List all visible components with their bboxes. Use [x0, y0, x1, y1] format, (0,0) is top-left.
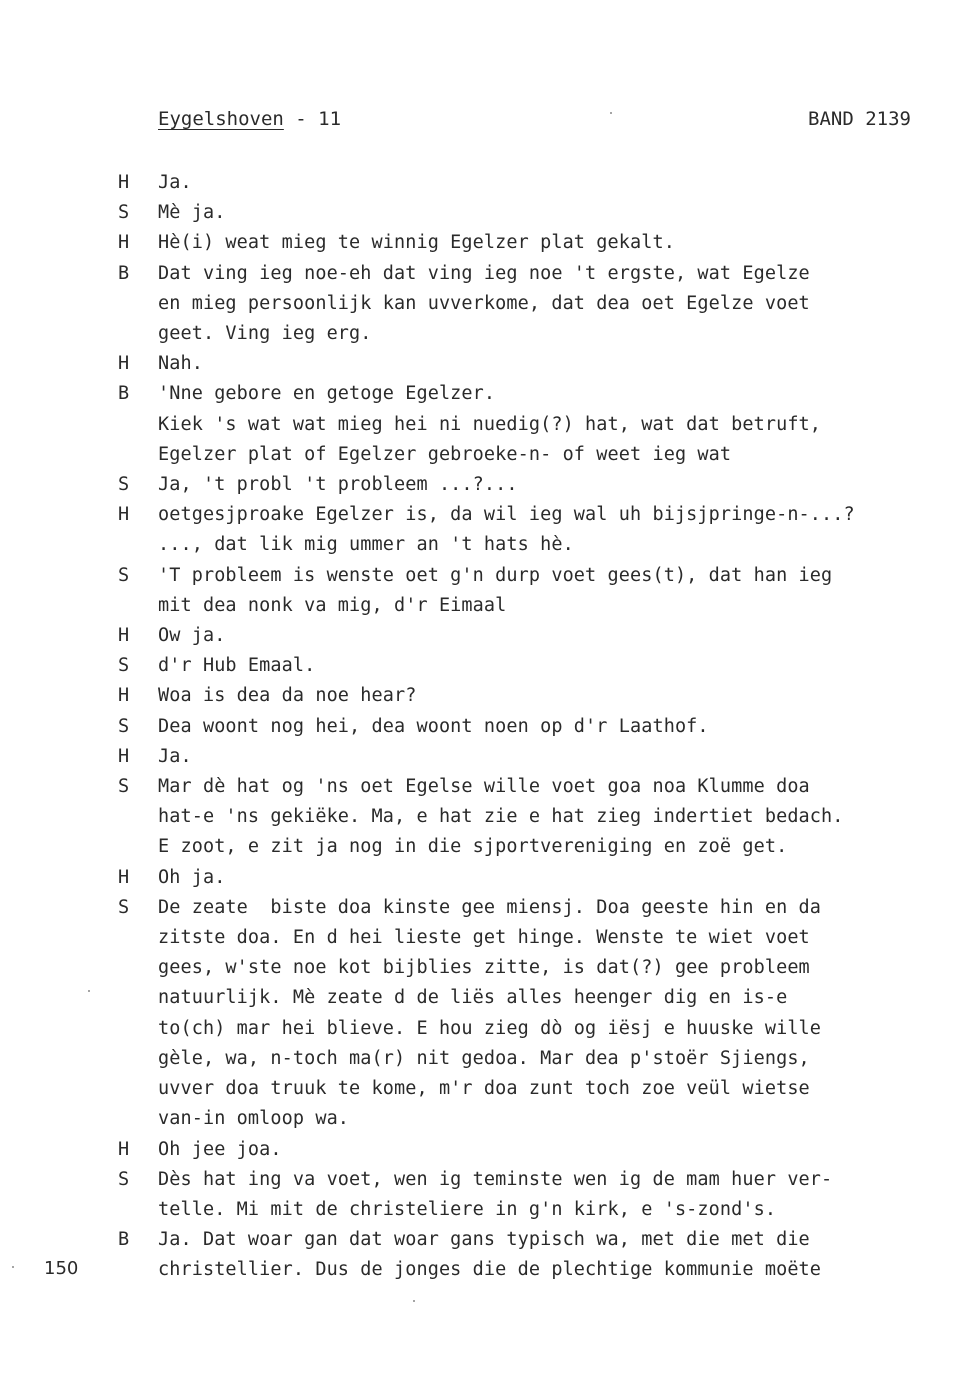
dialogue-turn [0, 1225, 973, 1285]
page-header [158, 108, 911, 134]
margin-line-number: 150 [44, 1258, 79, 1279]
utterance-line: gees, w'ste noe kot bijblies zitte, is dat(?) gee probleem [158, 957, 810, 979]
utterance-line: Dat ving ieg noe-eh dat ving ieg noe 't ergste, wat Egelze [158, 262, 810, 284]
speaker-label: S [118, 776, 130, 798]
utterance-line: 'Nne gebore en getoge Egelzer. [158, 383, 496, 405]
utterance-line: Dea woont nog hei, dea woont noen op d'r Laathof. [158, 715, 709, 737]
speaker-label: S [118, 474, 130, 496]
utterance-line: Dès hat ing va voet, wen ig teminste wen ig de mam huer ver- [158, 1168, 833, 1190]
speaker-label: H [118, 172, 130, 193]
utterance-line: christellier. Dus de jonges die de plechtige kommunie moëte [158, 1259, 822, 1281]
utterance-line: Oh ja. [158, 866, 226, 888]
scan-speck [610, 112, 612, 114]
utterance-line: uvver doa truuk te kome, m'r doa zunt toch zoe veül wietse [158, 1078, 810, 1100]
header-left [158, 108, 341, 130]
dialogue-turn [0, 168, 973, 198]
speaker-label: H [118, 866, 130, 888]
utterance-line: Nah. [158, 353, 203, 375]
utterance-line: Hè(i) weat mieg te winnig Egelzer plat gekalt. [158, 232, 675, 254]
band-label: BAND 2139 [808, 108, 911, 130]
utterance-line: oetgesjproake Egelzer is, da wil ieg wal uh bijsjpringe-n-...? [158, 504, 855, 526]
scan-speck [12, 1266, 14, 1268]
scan-speck [413, 1300, 415, 1302]
header-separator: - [283, 108, 319, 130]
dialogue-turn [0, 772, 973, 863]
utterance-line: Egelzer plat of Egelzer gebroeke-n- of weet ieg wat [158, 443, 732, 465]
utterance-line: Oh jee joa. [158, 1138, 282, 1160]
utterance-line: 'T probleem is wenste oet g'n durp voet gees(t), dat han ieg [158, 564, 833, 586]
utterance-line: hat-e 'ns gekiëke. Ma, e hat zie e hat zieg indertiet bedach. [158, 806, 844, 828]
speaker-label: S [118, 896, 130, 918]
dialogue-turn [0, 379, 973, 470]
utterance-line: E zoot, e zit ja nog in die sjportvereniging en zoë get. [158, 836, 788, 858]
utterance-line: mit dea nonk va mig, d'r Eimaal [158, 594, 507, 616]
dialogue-turn [0, 259, 973, 350]
dialogue-turn [0, 470, 973, 500]
speaker-label: S [118, 655, 130, 677]
dialogue-turn [0, 681, 973, 711]
dialogue-turn [0, 742, 973, 772]
speaker-label: S [118, 564, 130, 586]
utterance-line: gèle, wa, n-toch ma(r) nit gedoa. Mar dea p'stoër Sjiengs, [158, 1047, 810, 1069]
utterance-line: Ja. [158, 745, 192, 767]
dialogue-turn [0, 621, 973, 651]
speaker-label: S [118, 202, 130, 224]
utterance-line: telle. Mi mit de christeliere in g'n kirk, e 's-zond's. [158, 1198, 777, 1220]
page-number: 11 [318, 108, 342, 130]
speaker-label: B [118, 1229, 130, 1251]
speaker-label: H [118, 353, 130, 375]
dialogue-turn [0, 349, 973, 379]
speaker-label: H [118, 504, 130, 526]
utterance-line: Ja. Dat woar gan dat woar gans typisch wa, met die met die [158, 1229, 810, 1251]
speaker-label: B [118, 383, 130, 405]
utterance-line: Ja. [158, 172, 192, 193]
speaker-label: H [118, 1138, 130, 1160]
utterance-line: ..., dat lik mig ummer an 't hats hè. [158, 534, 574, 556]
dialogue-turn [0, 561, 973, 621]
utterance-line: en mieg persoonlijk kan uvverkome, dat dea oet Egelze voet [158, 292, 810, 314]
speaker-label: H [118, 745, 130, 767]
speaker-label: B [118, 262, 130, 284]
dialogue-turn [0, 198, 973, 228]
speaker-label: S [118, 715, 130, 737]
dialogue-turn [0, 1165, 973, 1225]
utterance-line: natuurlijk. Mè zeate d de liës alles heenger dig en is-e [158, 987, 788, 1009]
dialogue-turn [0, 500, 973, 560]
utterance-line: geet. Ving ieg erg. [158, 323, 372, 345]
transcript [0, 168, 973, 1286]
utterance-line: to(ch) mar hei blieve. E hou zieg dò og iësj e huuske wille [158, 1017, 822, 1039]
place-name: Eygelshoven [158, 108, 284, 130]
utterance-line: De zeate biste doa kinste gee miensj. Doa geeste hin en da [158, 896, 822, 918]
speaker-label: H [118, 625, 130, 647]
scan-speck [88, 990, 90, 992]
speaker-label: H [118, 232, 130, 254]
utterance-line: Woa is dea da noe hear? [158, 685, 417, 707]
utterance-line: Mè ja. [158, 202, 226, 224]
utterance-line: Ow ja. [158, 625, 226, 647]
utterance-line: van-in omloop wa. [158, 1108, 350, 1130]
utterance-line: d'r Hub Emaal. [158, 655, 316, 677]
dialogue-turn [0, 228, 973, 258]
utterance-line: Kiek 's wat wat mieg hei ni nuedig(?) hat, wat dat betruft, [158, 413, 822, 435]
speaker-label: S [118, 1168, 130, 1190]
dialogue-turn [0, 651, 973, 681]
dialogue-turn [0, 712, 973, 742]
dialogue-turn [0, 1135, 973, 1165]
dialogue-turn [0, 893, 973, 1135]
speaker-label: H [118, 685, 130, 707]
utterance-line: Mar dè hat og 'ns oet Egelse wille voet goa noa Klumme doa [158, 776, 810, 798]
utterance-line: zitste doa. En d hei lieste get hinge. Wenste te wiet voet [158, 927, 810, 949]
utterance-line: Ja, 't probl 't probleem ...?... [158, 474, 518, 496]
dialogue-turn [0, 863, 973, 893]
